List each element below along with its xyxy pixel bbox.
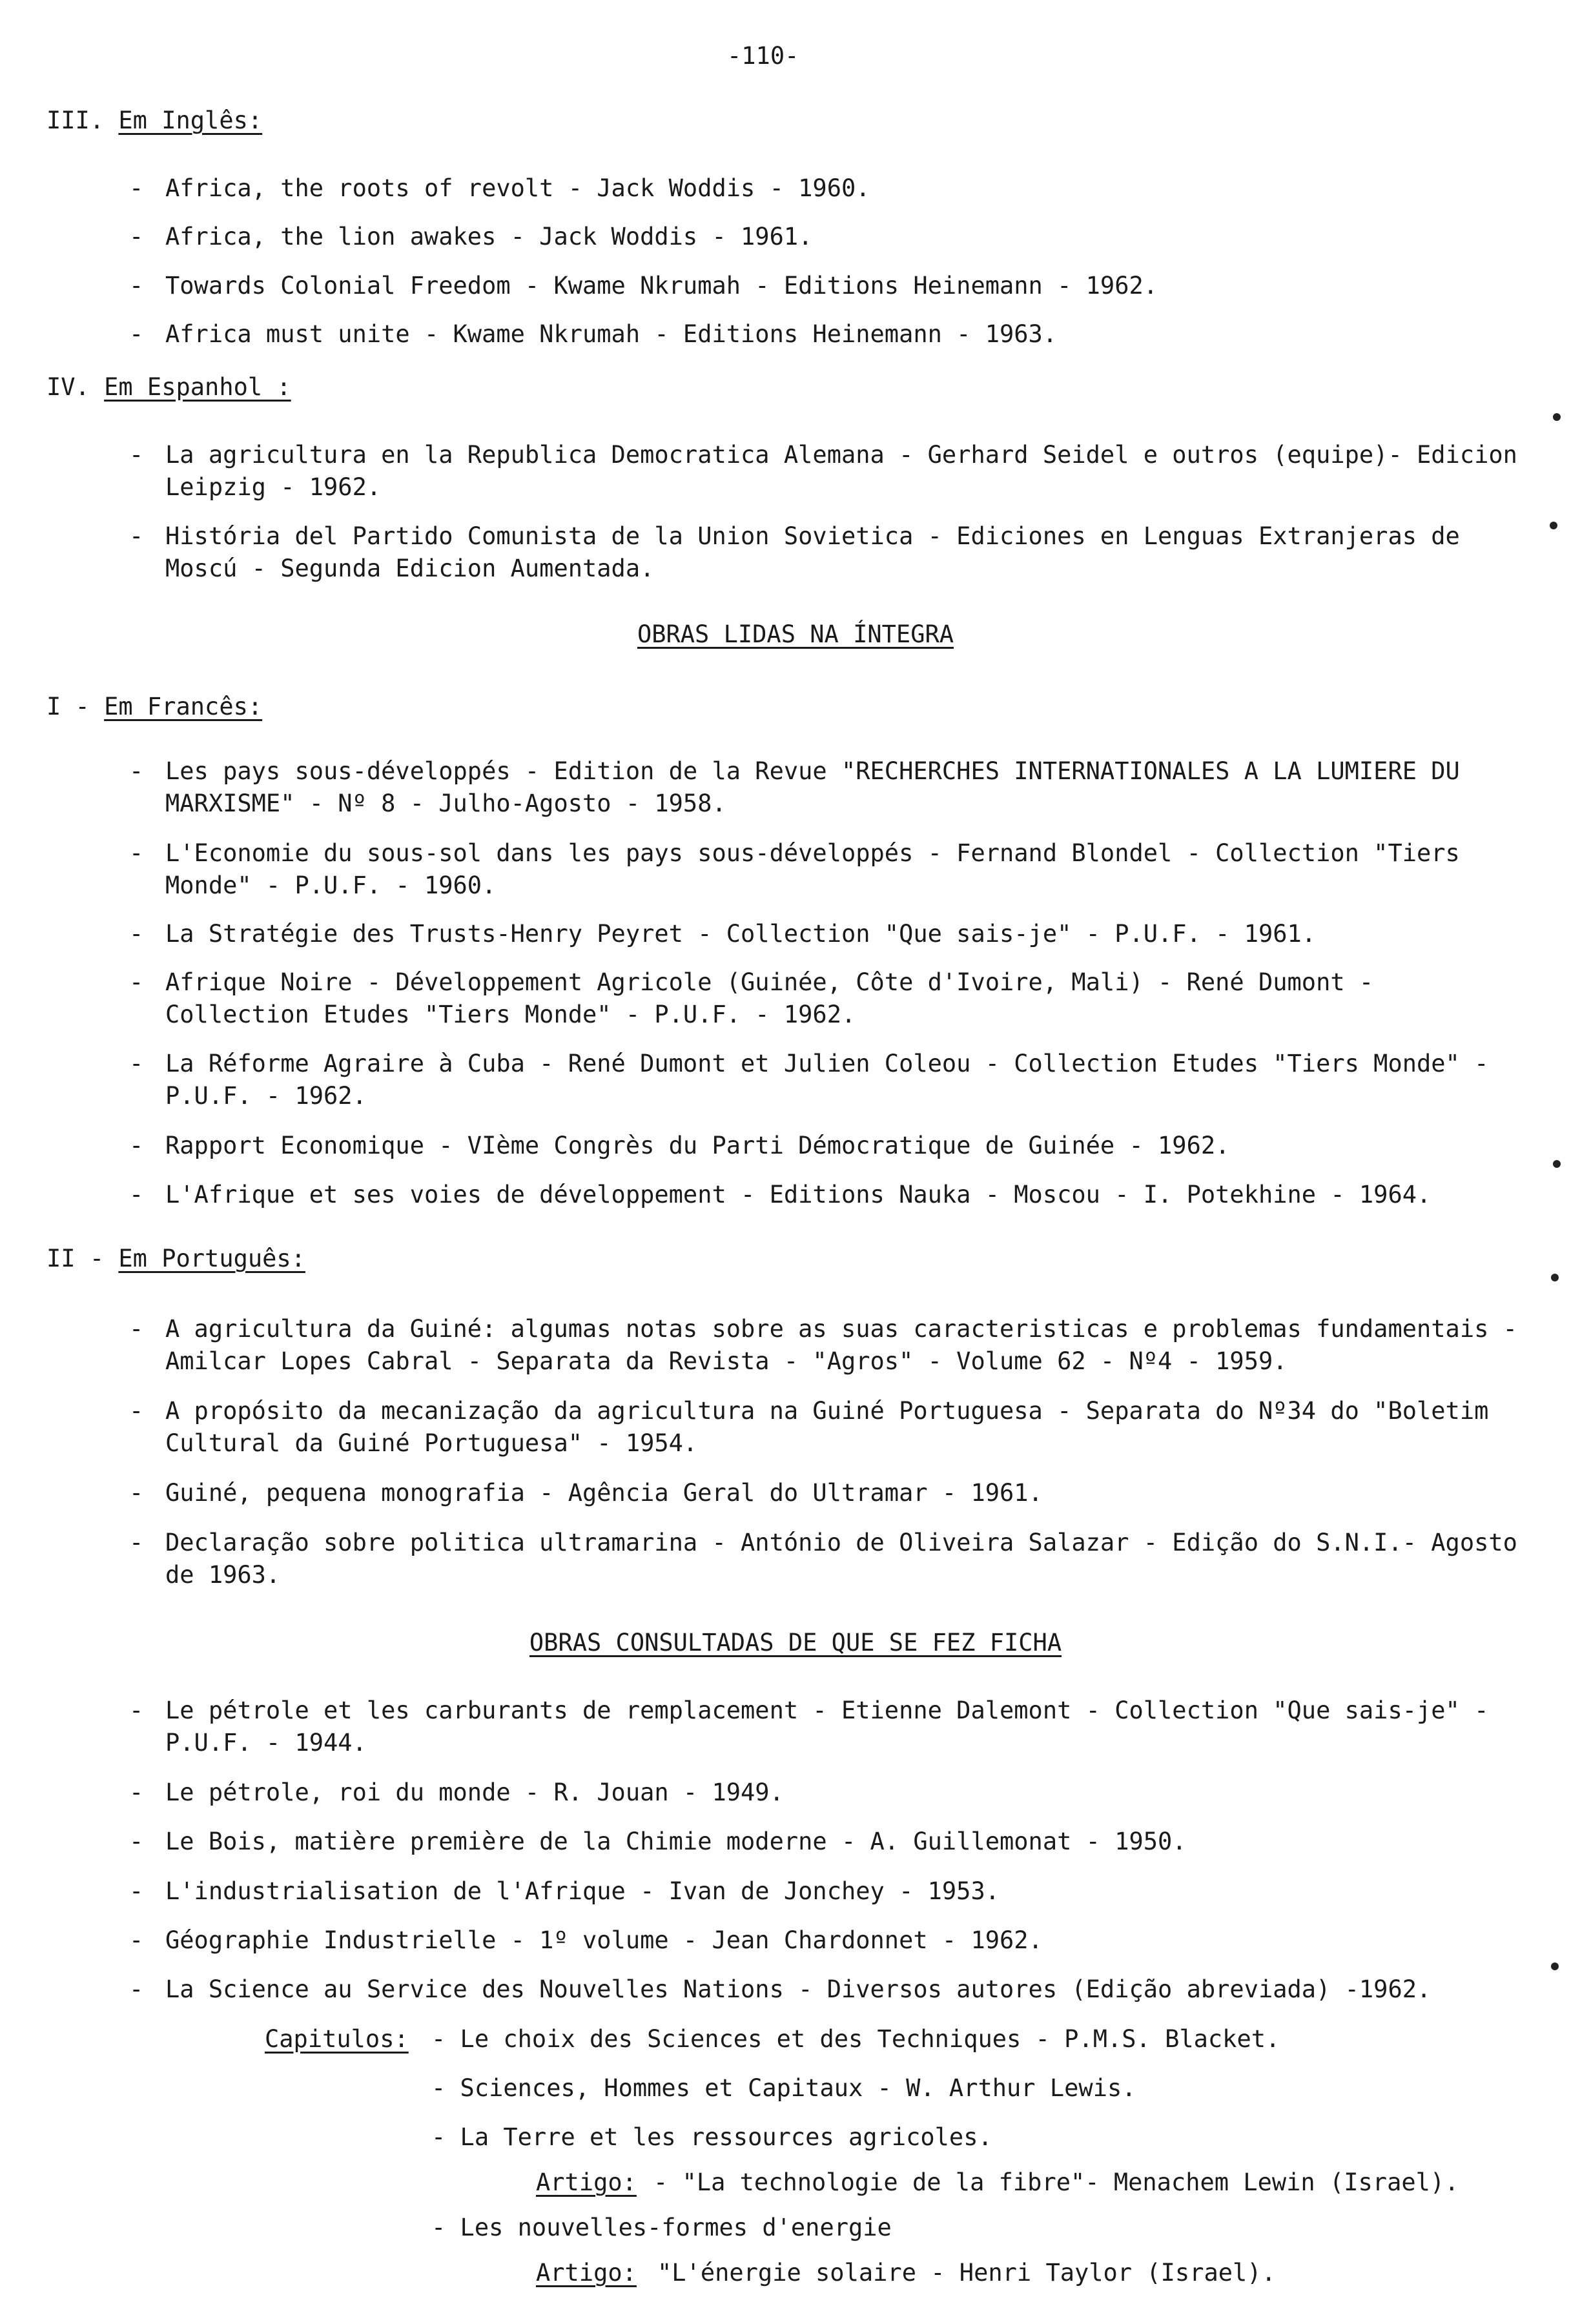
list-item: - Declaração sobre politica ultramarina - António de Oliveira Salazar - Edição do S.N.I.- Agosto de 1963. [129, 1527, 1517, 1591]
list-item: - La agricultura en la Republica Democratica Alemana - Gerhard Seidel e outros (equipe)- Edicion Leipzig - 1962. [129, 439, 1517, 504]
scan-mark [1550, 522, 1557, 529]
list-item-text: Le pétrole, roi du monde - R. Jouan - 1949. [165, 1779, 784, 1806]
artigo-item: "L'énergie solaire - Henri Taylor (Israel). [657, 2259, 1276, 2287]
obras-consultadas-heading [0, 1627, 1591, 1659]
list-item-text: L'Economie du sous-sol dans les pays sous-développés - Fernand Blondel - Collection "Tiers Monde" - P.U.F. - 1960. [165, 839, 1460, 899]
scan-mark [1553, 413, 1561, 421]
list-item: - A agricultura da Guiné: algumas notas sobre as suas caracteristicas e problemas fundamentais - Amilcar Lopes Cabral - Separata da Revista - "Agros" - Volume 62 - Nº4 - 1959. [129, 1313, 1517, 1378]
list-item: - Afrique Noire - Développement Agricole (Guinée, Côte d'Ivoire, Mali) - René Dumont - Collection Etudes "Tiers Monde" - P.U.F. - 1962. [129, 966, 1517, 1031]
list-item-text: História del Partido Comunista de la Union Sovietica - Ediciones en Lenguas Extranjeras de Moscú - Segunda Edicion Aumentada. [165, 522, 1460, 582]
section-label: III. [46, 107, 119, 134]
list-item: - Rapport Economique - VIème Congrès du Parti Démocratique de Guinée - 1962. [129, 1130, 1517, 1162]
list-item: - La Stratégie des Trusts-Henry Peyret - Collection "Que sais-je" - P.U.F. - 1961. [129, 918, 1517, 950]
list-item-text: L'Afrique et ses voies de développement - Editions Nauka - Moscou - I. Potekhine - 1964. [165, 1181, 1432, 1208]
list-item: - Géographie Industrielle - 1º volume - Jean Chardonnet - 1962. [129, 1924, 1517, 1957]
capitulos-label [265, 2023, 409, 2055]
list-item: - Guiné, pequena monografia - Agência Geral do Ultramar - 1961. [129, 1477, 1517, 1509]
heading-text: OBRAS CONSULTADAS DE QUE SE FEZ FICHA [529, 1629, 1062, 1656]
list-item: - Le pétrole et les carburants de remplacement - Etienne Dalemont - Collection "Que sais-je" - P.U.F. - 1944. [129, 1695, 1517, 1759]
section-portugues-heading [46, 1243, 305, 1275]
scan-mark [1551, 1962, 1559, 1970]
list-item-text: La Stratégie des Trusts-Henry Peyret - Collection "Que sais-je" - P.U.F. - 1961. [165, 920, 1317, 948]
list-item-text: A propósito da mecanização da agricultura na Guiné Portuguesa - Separata do Nº34 do "Boletim Cultural da Guiné Portuguesa" - 1954. [165, 1397, 1489, 1457]
list-item: - L'Economie du sous-sol dans les pays sous-développés - Fernand Blondel - Collection "Tiers Monde" - P.U.F. - 1960. [129, 837, 1517, 902]
section-title: Em Espanhol : [104, 373, 291, 401]
section-espanhol-heading [46, 371, 291, 403]
list-item-text: A agricultura da Guiné: algumas notas sobre as suas caracteristicas e problemas fundamentais - Amilcar Lopes Cabral - Separata da Revista - "Agros" - Volume 62 - Nº4 - 1959. [165, 1315, 1517, 1375]
list-item-text: Declaração sobre politica ultramarina - António de Oliveira Salazar - Edição do S.N.I.- Agosto de 1963. [165, 1529, 1517, 1589]
list-item: - Africa, the lion awakes - Jack Woddis - 1961. [129, 221, 1517, 253]
section-label: II - [46, 1245, 119, 1272]
artigo-item: - "La technologie de la fibre"- Menachem Lewin (Israel). [653, 2168, 1459, 2196]
list-item-text: Towards Colonial Freedom - Kwame Nkrumah - Editions Heinemann - 1962. [165, 272, 1158, 300]
list-item-text: Africa, the roots of revolt - Jack Woddis - 1960. [165, 174, 870, 202]
list-item-text: L'industrialisation de l'Afrique - Ivan de Jonchey - 1953. [165, 1877, 1000, 1905]
list-item: - L'industrialisation de l'Afrique - Ivan de Jonchey - 1953. [129, 1875, 1517, 1908]
list-item: - La Réforme Agraire à Cuba - René Dumont et Julien Coleou - Collection Etudes "Tiers Monde" - P.U.F. - 1962. [129, 1048, 1517, 1112]
section-ingles-heading [46, 105, 262, 137]
list-item: - Towards Colonial Freedom - Kwame Nkrumah - Editions Heinemann - 1962. [129, 270, 1517, 302]
list-item: - Le pétrole, roi du monde - R. Jouan - 1949. [129, 1777, 1517, 1809]
heading-text: OBRAS LIDAS NA ÍNTEGRA [637, 620, 954, 648]
list-item-text: La Réforme Agraire à Cuba - René Dumont et Julien Coleou - Collection Etudes "Tiers Monde" - P.U.F. - 1962. [165, 1050, 1489, 1110]
section-title: Em Português: [118, 1245, 305, 1272]
scan-mark [1553, 1160, 1561, 1168]
section-title: Em Inglês: [118, 107, 263, 134]
list-item-text: Le pétrole et les carburants de remplacement - Etienne Dalemont - Collection "Que sais-je" - P.U.F. - 1944. [165, 1697, 1489, 1757]
artigo-label-text: Artigo: [536, 2259, 637, 2287]
list-item-text: La Science au Service des Nouvelles Nations - Diversos autores (Edição abreviada) -1962. [165, 1975, 1432, 2003]
list-item: - Les pays sous-développés - Edition de la Revue "RECHERCHES INTERNATIONALES A LA LUMIERE DU MARXISME" - Nº 8 - Julho-Agosto - 1958. [129, 755, 1517, 820]
section-label: I - [46, 693, 105, 720]
capitulo-item: - Sciences, Hommes et Capitaux - W. Arthur Lewis. [431, 2074, 1136, 2102]
artigo-label-text: Artigo: [536, 2168, 637, 2196]
section-label: IV. [46, 373, 105, 401]
section-title: Em Francês: [104, 693, 263, 720]
capitulo-item: - Le choix des Sciences et des Techniques - P.M.S. Blacket. [431, 2025, 1280, 2053]
list-item-text: Le Bois, matière première de la Chimie moderne - A. Guillemonat - 1950. [165, 1828, 1187, 1855]
list-item-text: Les pays sous-développés - Edition de la Revue "RECHERCHES INTERNATIONALES A LA LUMIERE DU MARXISME" - Nº 8 - Julho-Agosto - 1958. [165, 757, 1460, 817]
list-item-text: Rapport Economique - VIème Congrès du Parti Démocratique de Guinée - 1962. [165, 1132, 1230, 1159]
artigo-label [536, 2257, 637, 2289]
list-item: - Africa must unite - Kwame Nkrumah - Editions Heinemann - 1963. [129, 318, 1517, 351]
scan-mark [1551, 1274, 1559, 1281]
capitulo-item: - Les nouvelles-formes d'energie [431, 2214, 892, 2241]
list-item-text: Guiné, pequena monografia - Agência Geral do Ultramar - 1961. [165, 1479, 1043, 1507]
list-item: - História del Partido Comunista de la Union Sovietica - Ediciones en Lenguas Extranjeras de Moscú - Segunda Edicion Aumentada. [129, 520, 1517, 585]
list-item-text: La agricultura en la Republica Democratica Alemana - Gerhard Seidel e outros (equipe)- Edicion Leipzig - 1962. [165, 441, 1517, 501]
artigo-label [536, 2166, 637, 2199]
list-item: - L'Afrique et ses voies de développement - Editions Nauka - Moscou - I. Potekhine - 1964. [129, 1179, 1517, 1211]
page-number: -110- [727, 42, 799, 70]
list-item: - Le Bois, matière première de la Chimie moderne - A. Guillemonat - 1950. [129, 1826, 1517, 1858]
capitulo-item: - La Terre et les ressources agricoles. [431, 2123, 992, 2151]
section-frances-heading [46, 691, 262, 723]
list-item: - A propósito da mecanização da agricultura na Guiné Portuguesa - Separata do Nº34 do "Boletim Cultural da Guiné Portuguesa" - 1954. [129, 1395, 1517, 1460]
list-item-text: Africa, the lion awakes - Jack Woddis - 1961. [165, 223, 813, 250]
list-item-text: Africa must unite - Kwame Nkrumah - Editions Heinemann - 1963. [165, 320, 1058, 348]
list-item-text: Géographie Industrielle - 1º volume - Jean Chardonnet - 1962. [165, 1926, 1043, 1954]
obras-lidas-heading [0, 618, 1591, 651]
list-item: - Africa, the roots of revolt - Jack Woddis - 1960. [129, 172, 1517, 205]
capitulos-label-text: Capitulos: [265, 2025, 409, 2053]
list-item: - La Science au Service des Nouvelles Nations - Diversos autores (Edição abreviada) -1962. [129, 1973, 1517, 2006]
list-item-text: Afrique Noire - Développement Agricole (Guinée, Côte d'Ivoire, Mali) - René Dumont - Collection Etudes "Tiers Monde" - P.U.F. - 1962. [165, 968, 1374, 1028]
